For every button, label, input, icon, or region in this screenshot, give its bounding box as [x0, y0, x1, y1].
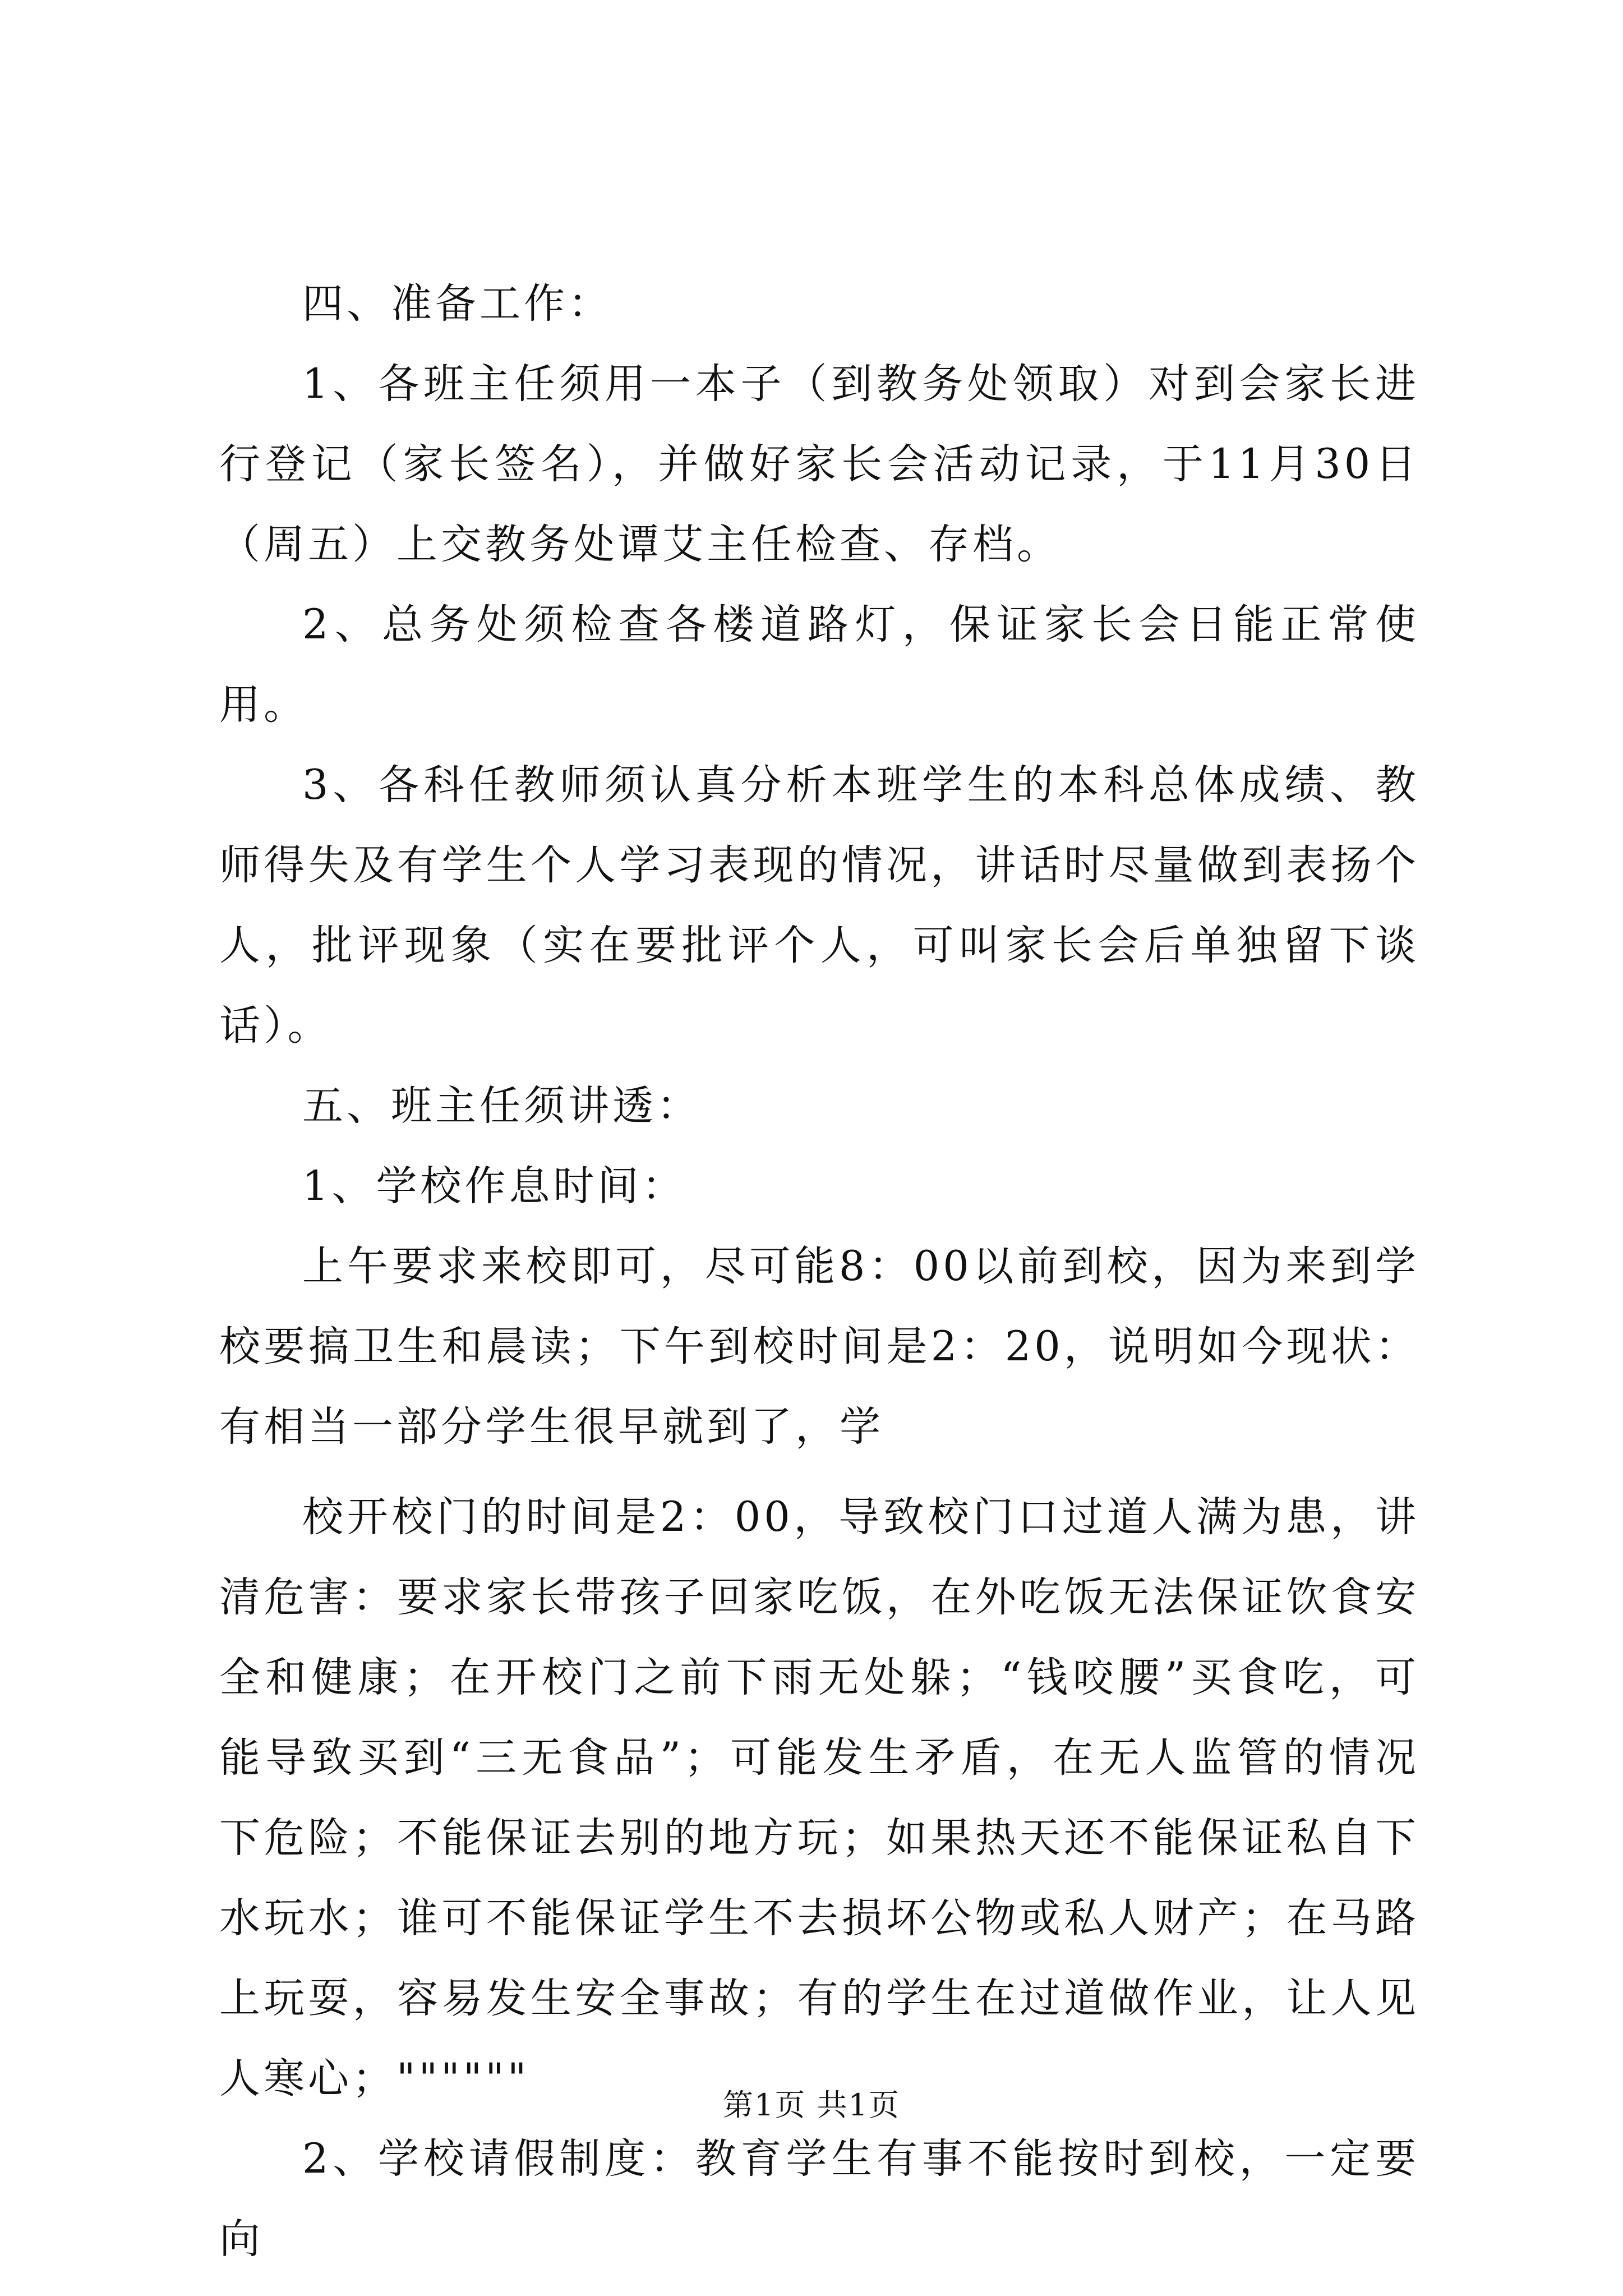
- heading-preparation: 四、准备工作：: [302, 280, 612, 328]
- document-body: [219, 264, 1419, 2279]
- paragraph-leave-policy: 2、学校请假制度：教育学生有事不能按时到校，一定要向: [219, 2135, 1419, 2263]
- paragraph-gate-hazards: 校开校门的时间是2：00，导致校门口过道人满为患，讲清危害：要求家长带孩子回家吃饭，在外吃饭无法保证饮食安全和健康；在开校门之前下雨无处躲；“钱咬腰”买食吃，可能导致买到“三无食品”；可能发生矛盾，在无人监管的情况下危险；不能保证去别的地方玩；如果热天还不能保证私自下水玩水；谁可不能保证学生不去损坏公物或私人财产；在马路上玩耍，容易发生安全事故；有的学生在过道做作业，让人见人寒心；"""""": [219, 1493, 1419, 2102]
- heading-school-schedule: 1、学校作息时间：: [302, 1162, 686, 1210]
- paragraph-registration: 1、各班主任须用一本子（到教务处领取）对到会家长进行登记（家长签名），并做好家长会活动记录，于11月30日（周五）上交教务处谭艾主任检查、存档。: [219, 360, 1419, 568]
- page-number-footer: 第1页 共1页: [723, 2087, 900, 2123]
- heading-class-teacher: 五、班主任须讲透：: [302, 1082, 701, 1130]
- paragraph-arrival-time: 上午要求来校即可，尽可能8：00以前到校，因为来到学校要搞卫生和晨读；下午到校时间是2：20，说明如今现状：有相当一部分学生很早就到了，学: [219, 1243, 1419, 1451]
- paragraph-lighting: 2、总务处须检查各楼道路灯，保证家长会日能正常使用。: [219, 601, 1419, 729]
- paragraph-teacher-analysis: 3、各科任教师须认真分析本班学生的本科总体成绩、教师得失及有学生个人学习表现的情况，讲话时尽量做到表扬个人，批评现象（实在要批评个人，可叫家长会后单独留下谈话）。: [219, 761, 1419, 1050]
